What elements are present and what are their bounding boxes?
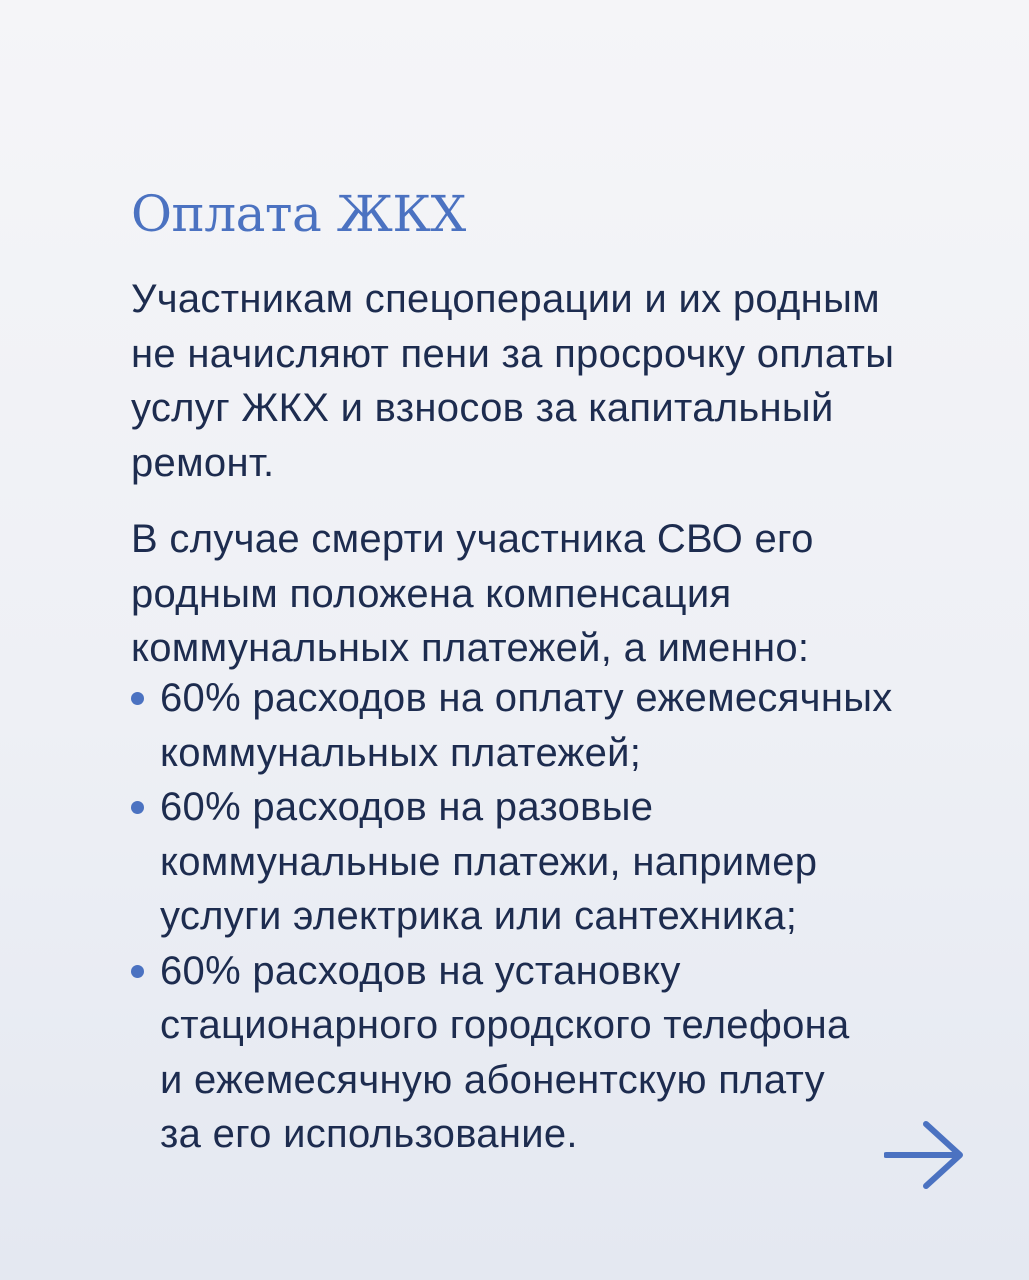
text-line: услуг ЖКХ и взносов за капитальный: [131, 386, 834, 430]
list-item-text: [160, 780, 1011, 944]
bullet-icon: [131, 801, 144, 814]
text-line: 60% расходов на оплату ежемесячных: [160, 676, 893, 720]
text-line: коммунальные платежи, например: [160, 839, 818, 884]
bullet-icon: [131, 965, 144, 978]
list-item: [131, 944, 1011, 1162]
text-line: услуги электрика или сантехника;: [160, 894, 798, 938]
compensation-list: [131, 671, 1011, 1162]
paragraph-penalties: [131, 272, 991, 490]
text-line: стационарного городского телефона: [160, 1003, 850, 1047]
text-line: родным положена компенсация: [131, 571, 732, 616]
text-line: не начисляют пени за просрочку оплаты: [131, 331, 895, 376]
paragraph-compensation: [131, 512, 991, 676]
text-line: ремонт.: [131, 440, 275, 485]
text-line: и ежемесячную абонентскую плату: [160, 1057, 825, 1102]
page-title: Оплата ЖКХ: [131, 185, 466, 243]
text-line: 60% расходов на установку: [160, 948, 681, 993]
text-line: Участникам спецоперации и их родным: [131, 277, 880, 321]
text-line: за его использование.: [160, 1112, 578, 1156]
text-line: 60% расходов на разовые: [160, 785, 654, 829]
text-line: коммунальных платежей;: [160, 730, 642, 775]
list-item: [131, 780, 1011, 944]
text-line: коммунальных платежей, а именно:: [131, 626, 810, 670]
bullet-icon: [131, 692, 144, 705]
list-item: [131, 671, 1011, 780]
arrow-right-icon[interactable]: [884, 1118, 966, 1192]
text-line: В случае смерти участника СВО его: [131, 517, 814, 561]
list-item-text: [160, 671, 1011, 780]
